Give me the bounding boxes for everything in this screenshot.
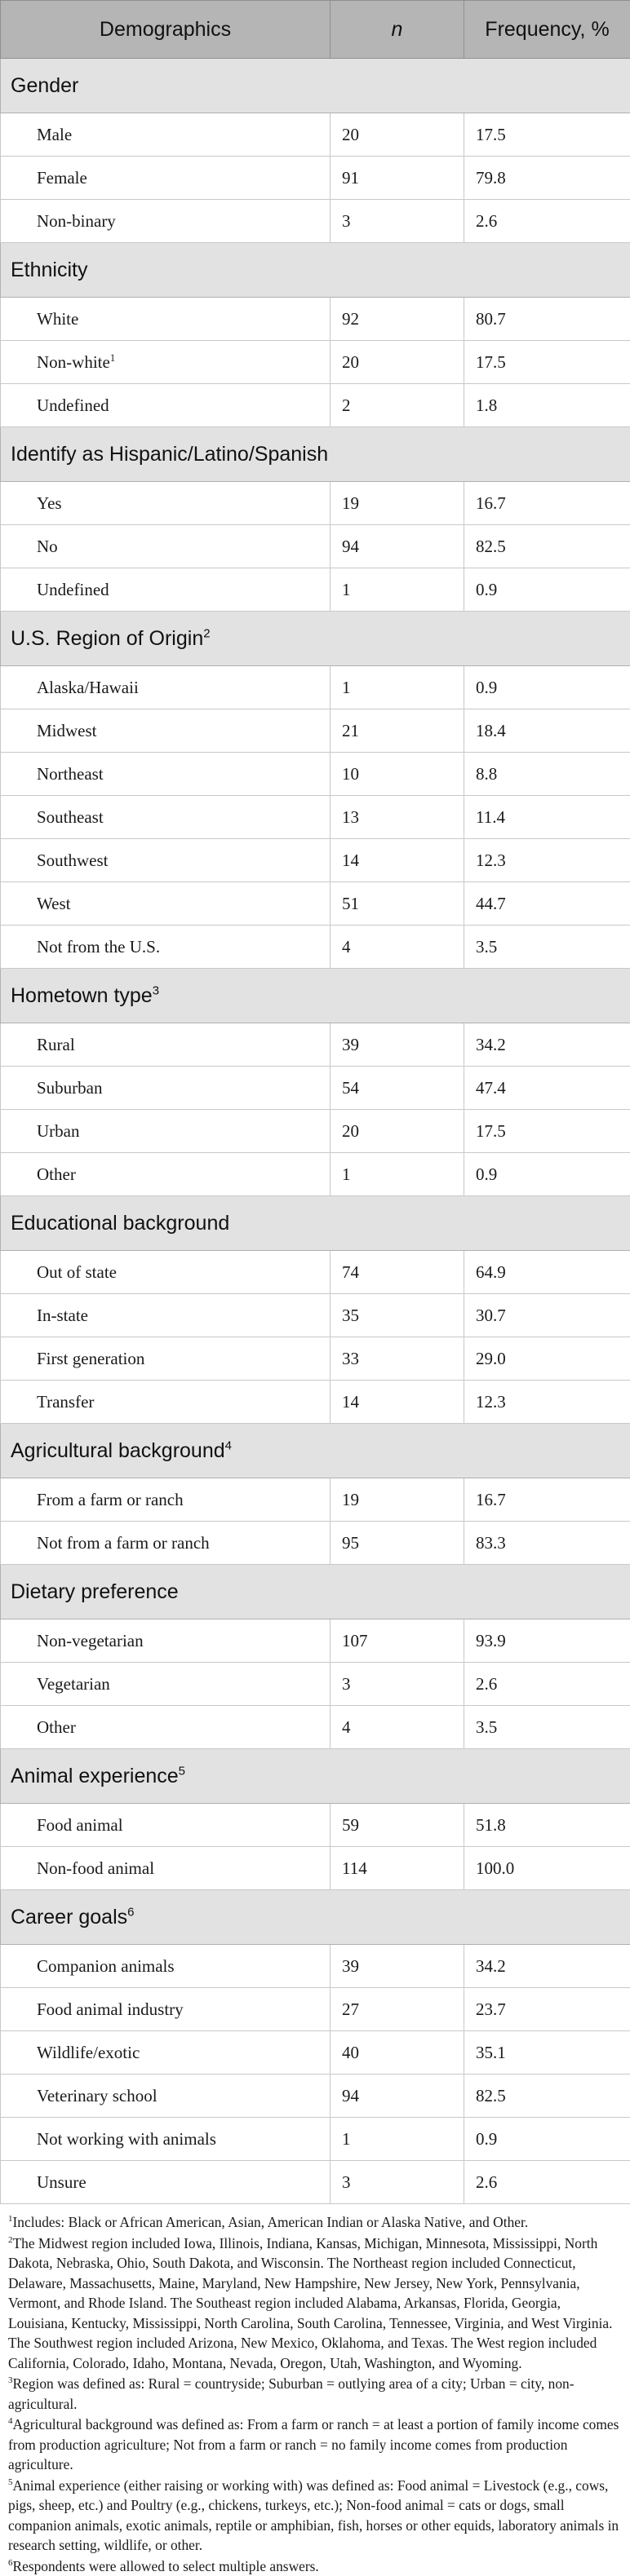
row-label-cell <box>1 200 331 243</box>
row-n: 91 <box>331 157 464 200</box>
section-title: Identify as Hispanic/Latino/Spanish <box>11 443 328 466</box>
footnote-text: Agricultural background was defined as: From a farm or ranch = at least a portion of family income comes from production agriculture; Not from a farm or ranch = no family income comes from production agriculture. <box>8 2416 619 2472</box>
row-label: First generation <box>37 1349 144 1368</box>
table-row <box>1 1337 630 1381</box>
row-label: Food animal industry <box>37 1999 184 2019</box>
row-n: 13 <box>331 796 464 839</box>
table-row <box>1 709 630 753</box>
table-row <box>1 1619 630 1663</box>
row-label-cell <box>1 157 331 200</box>
row-n: 39 <box>331 1023 464 1067</box>
footnote-marker: 1 <box>110 352 115 364</box>
row-frequency: 17.5 <box>464 113 630 157</box>
row-frequency: 17.5 <box>464 341 630 384</box>
section-title: Educational background <box>11 1212 229 1235</box>
row-frequency: 16.7 <box>464 1478 630 1522</box>
row-n: 95 <box>331 1522 464 1565</box>
table-row <box>1 882 630 926</box>
footnote-number: 3 <box>8 2375 13 2385</box>
section-row <box>1 1196 630 1251</box>
row-label: Wildlife/exotic <box>37 2043 140 2062</box>
table-row <box>1 157 630 200</box>
row-label: Not from a farm or ranch <box>37 1533 210 1553</box>
section-title-cell <box>1 1196 630 1251</box>
row-label-cell <box>1 1067 331 1110</box>
row-frequency: 0.9 <box>464 568 630 612</box>
footnotes <box>0 2204 630 2576</box>
row-label-cell <box>1 525 331 568</box>
header-demographics: Demographics <box>1 1 331 59</box>
row-label-cell <box>1 1945 331 1988</box>
footnote-marker: 2 <box>203 626 210 640</box>
row-label-cell <box>1 2161 331 2204</box>
row-label: From a farm or ranch <box>37 1490 184 1509</box>
row-frequency: 47.4 <box>464 1067 630 1110</box>
row-label-cell <box>1 1619 331 1663</box>
row-frequency: 79.8 <box>464 157 630 200</box>
row-n: 33 <box>331 1337 464 1381</box>
section-row <box>1 969 630 1023</box>
footnote-text: Region was defined as: Rural = countryside; Suburban = outlying area of a city; Urban = city, non-agricultural. <box>8 2375 575 2412</box>
section-title: Career goals <box>11 1906 127 1929</box>
row-label-cell <box>1 839 331 882</box>
row-n: 3 <box>331 200 464 243</box>
row-label: Out of state <box>37 1262 117 1282</box>
row-label: White <box>37 309 78 329</box>
row-frequency: 16.7 <box>464 482 630 525</box>
table-row <box>1 1945 630 1988</box>
table-row <box>1 796 630 839</box>
row-frequency: 0.9 <box>464 666 630 709</box>
row-label: Non-food animal <box>37 1858 154 1878</box>
footnote <box>8 2476 622 2556</box>
row-label-cell <box>1 926 331 969</box>
row-label-cell <box>1 1294 331 1337</box>
row-label-cell <box>1 1023 331 1067</box>
footnote <box>8 2212 622 2233</box>
row-n: 92 <box>331 298 464 341</box>
row-frequency: 93.9 <box>464 1619 630 1663</box>
section-title-cell <box>1 427 630 482</box>
row-frequency: 1.8 <box>464 384 630 427</box>
row-frequency: 2.6 <box>464 200 630 243</box>
footnote-marker: 3 <box>153 983 159 997</box>
footnote-marker: 5 <box>179 1764 185 1778</box>
table-header <box>1 1 630 59</box>
row-frequency: 23.7 <box>464 1988 630 2031</box>
row-label: Other <box>37 1164 76 1184</box>
row-frequency: 8.8 <box>464 753 630 796</box>
table-row <box>1 839 630 882</box>
row-n: 1 <box>331 568 464 612</box>
footnote <box>8 2556 622 2576</box>
row-n: 59 <box>331 1804 464 1847</box>
row-frequency: 100.0 <box>464 1847 630 1890</box>
section-title: Dietary preference <box>11 1580 179 1603</box>
row-frequency: 82.5 <box>464 525 630 568</box>
footnote-marker: 6 <box>127 1905 134 1919</box>
row-frequency: 35.1 <box>464 2031 630 2074</box>
table-row <box>1 1067 630 1110</box>
row-n: 35 <box>331 1294 464 1337</box>
row-n: 114 <box>331 1847 464 1890</box>
row-n: 20 <box>331 1110 464 1153</box>
table-row <box>1 113 630 157</box>
row-label: No <box>37 537 58 556</box>
footnote-marker: 4 <box>225 1438 232 1452</box>
row-label: Alaska/Hawaii <box>37 678 139 697</box>
row-label-cell <box>1 341 331 384</box>
row-n: 1 <box>331 2118 464 2161</box>
section-row <box>1 1424 630 1478</box>
table-row <box>1 1847 630 1890</box>
row-frequency: 3.5 <box>464 926 630 969</box>
footnote-text: Respondents were allowed to select multiple answers. <box>13 2558 319 2574</box>
row-n: 20 <box>331 341 464 384</box>
row-n: 74 <box>331 1251 464 1294</box>
section-row <box>1 427 630 482</box>
section-title: Hometown type <box>11 984 153 1007</box>
row-label: Not from the U.S. <box>37 937 160 957</box>
footnote-number: 2 <box>8 2235 13 2245</box>
table-row <box>1 568 630 612</box>
row-label: Southwest <box>37 851 109 870</box>
row-label: In-state <box>37 1306 88 1325</box>
header-frequency: Frequency, % <box>464 1 630 59</box>
row-label: Food animal <box>37 1815 123 1835</box>
row-label-cell <box>1 666 331 709</box>
table-row <box>1 666 630 709</box>
row-n: 14 <box>331 1381 464 1424</box>
row-frequency: 3.5 <box>464 1706 630 1749</box>
row-n: 1 <box>331 666 464 709</box>
table-row <box>1 1251 630 1294</box>
table-row <box>1 2074 630 2118</box>
row-frequency: 29.0 <box>464 1337 630 1381</box>
row-label: Vegetarian <box>37 1674 110 1694</box>
row-frequency: 83.3 <box>464 1522 630 1565</box>
section-title: U.S. Region of Origin <box>11 627 203 650</box>
row-n: 4 <box>331 1706 464 1749</box>
row-frequency: 64.9 <box>464 1251 630 1294</box>
table-row <box>1 1804 630 1847</box>
row-label: Transfer <box>37 1392 94 1412</box>
row-label-cell <box>1 1337 331 1381</box>
header-row <box>1 1 630 59</box>
row-frequency: 0.9 <box>464 1153 630 1196</box>
row-n: 20 <box>331 113 464 157</box>
row-label-cell <box>1 113 331 157</box>
section-title-cell <box>1 612 630 666</box>
table-row <box>1 2161 630 2204</box>
row-n: 4 <box>331 926 464 969</box>
table-row <box>1 482 630 525</box>
section-title-cell <box>1 59 630 113</box>
row-frequency: 30.7 <box>464 1294 630 1337</box>
row-label-cell <box>1 1663 331 1706</box>
table-row <box>1 2118 630 2161</box>
row-label: Other <box>37 1717 76 1737</box>
row-label: Unsure <box>37 2172 87 2192</box>
section-title-cell <box>1 1890 630 1945</box>
row-n: 94 <box>331 525 464 568</box>
footnote-number: 6 <box>8 2558 13 2568</box>
row-n: 51 <box>331 882 464 926</box>
table-row <box>1 926 630 969</box>
row-label-cell <box>1 1478 331 1522</box>
row-label: Suburban <box>37 1078 103 1098</box>
row-label: Companion animals <box>37 1956 175 1976</box>
table-row <box>1 1663 630 1706</box>
section-row <box>1 59 630 113</box>
table-row <box>1 200 630 243</box>
row-label-cell <box>1 1804 331 1847</box>
section-title: Agricultural background <box>11 1439 225 1462</box>
row-label: Northeast <box>37 764 104 784</box>
row-label-cell <box>1 482 331 525</box>
section-title-cell <box>1 1424 630 1478</box>
row-label-cell <box>1 753 331 796</box>
row-label: Urban <box>37 1121 79 1141</box>
table-row <box>1 1381 630 1424</box>
footnote-number: 4 <box>8 2416 13 2426</box>
row-label-cell <box>1 2118 331 2161</box>
footnote <box>8 2374 622 2414</box>
row-label-cell <box>1 384 331 427</box>
row-frequency: 80.7 <box>464 298 630 341</box>
row-label: Undefined <box>37 395 109 415</box>
table-row <box>1 1023 630 1067</box>
section-title-cell <box>1 1565 630 1619</box>
row-label: Yes <box>37 493 62 513</box>
table-row <box>1 525 630 568</box>
section-row <box>1 1565 630 1619</box>
row-label: Veterinary school <box>37 2086 158 2105</box>
row-label-cell <box>1 1381 331 1424</box>
section-title-cell <box>1 243 630 298</box>
row-label-cell <box>1 709 331 753</box>
row-label: Undefined <box>37 580 109 599</box>
table-body <box>1 59 630 2204</box>
row-label-cell <box>1 1153 331 1196</box>
row-n: 40 <box>331 2031 464 2074</box>
row-label-cell <box>1 1988 331 2031</box>
section-title: Ethnicity <box>11 258 87 281</box>
row-label-cell <box>1 882 331 926</box>
row-frequency: 2.6 <box>464 1663 630 1706</box>
table-row <box>1 384 630 427</box>
row-label: Not working with animals <box>37 2129 216 2149</box>
row-label-cell <box>1 1522 331 1565</box>
row-frequency: 34.2 <box>464 1023 630 1067</box>
table-row <box>1 1706 630 1749</box>
row-frequency: 12.3 <box>464 839 630 882</box>
table-row <box>1 1294 630 1337</box>
table-row <box>1 341 630 384</box>
row-label: Southeast <box>37 807 104 827</box>
row-label-cell <box>1 796 331 839</box>
table-row <box>1 753 630 796</box>
section-row <box>1 1890 630 1945</box>
row-n: 2 <box>331 384 464 427</box>
row-label: Male <box>37 125 72 144</box>
section-row <box>1 612 630 666</box>
row-label: Non-binary <box>37 211 116 231</box>
row-label-cell <box>1 1706 331 1749</box>
section-title: Animal experience <box>11 1765 179 1787</box>
row-label: Non-vegetarian <box>37 1631 144 1650</box>
footnote-text: The Midwest region included Iowa, Illinois, Indiana, Kansas, Michigan, Minnesota, Mississippi, North Dakota, Nebraska, Ohio, South Dakota, and Wisconsin. The Northeast region included Connecticut, Delaware, Massachusetts, Maine, Maryland, New Hampshire, New Jersey, New York, Pennsylvania, Vermont, and Rhode Island. The Southeast region included Alabama, Arkansas, Florida, Georgia, Louisiana, Kentucky, Mississippi, North Carolina, South Carolina, Tennessee, Virginia, and West Virginia. The Southwest region included Arizona, New Mexico, Oklahoma, and Texas. The West region included California, Colorado, Idaho, Montana, Nevada, Oregon, Utah, Washington, and Wyoming. <box>8 2235 612 2371</box>
row-n: 39 <box>331 1945 464 1988</box>
row-n: 94 <box>331 2074 464 2118</box>
row-frequency: 17.5 <box>464 1110 630 1153</box>
row-label-cell <box>1 298 331 341</box>
row-n: 10 <box>331 753 464 796</box>
table-row <box>1 1988 630 2031</box>
row-frequency: 2.6 <box>464 2161 630 2204</box>
row-label-cell <box>1 568 331 612</box>
section-row <box>1 243 630 298</box>
row-n: 107 <box>331 1619 464 1663</box>
row-n: 3 <box>331 1663 464 1706</box>
footnote <box>8 2415 622 2475</box>
row-n: 54 <box>331 1067 464 1110</box>
footnote-text: Animal experience (either raising or working with) was defined as: Food animal = Livestock (e.g., cows, pigs, sheep, etc.) and Poultry (e.g., chickens, turkeys, etc.); Non-food animal = cats or dogs, small companion animals, exotic animals, reptile or amphibian, fish, horses or other equids, laboratory animals in research setting, wildlife, or other. <box>8 2477 619 2554</box>
row-label-cell <box>1 1847 331 1890</box>
section-title-cell <box>1 1749 630 1804</box>
row-label-cell <box>1 2074 331 2118</box>
row-label: West <box>37 894 70 913</box>
row-label: Non-white <box>37 352 110 372</box>
row-frequency: 11.4 <box>464 796 630 839</box>
row-label: Rural <box>37 1035 75 1054</box>
table-row <box>1 1478 630 1522</box>
row-label: Midwest <box>37 721 97 740</box>
header-n: n <box>331 1 464 59</box>
footnote <box>8 2234 622 2374</box>
row-frequency: 12.3 <box>464 1381 630 1424</box>
footnote-number: 1 <box>8 2214 13 2224</box>
section-title-cell <box>1 969 630 1023</box>
footnote-number: 5 <box>8 2477 13 2487</box>
section-row <box>1 1749 630 1804</box>
table-row <box>1 1110 630 1153</box>
row-n: 14 <box>331 839 464 882</box>
row-frequency: 0.9 <box>464 2118 630 2161</box>
table-row <box>1 298 630 341</box>
row-n: 19 <box>331 482 464 525</box>
row-label: Female <box>37 168 87 188</box>
table-row <box>1 2031 630 2074</box>
row-frequency: 34.2 <box>464 1945 630 1988</box>
row-n: 3 <box>331 2161 464 2204</box>
row-frequency: 44.7 <box>464 882 630 926</box>
table-row <box>1 1153 630 1196</box>
row-label-cell <box>1 1251 331 1294</box>
table-row <box>1 1522 630 1565</box>
row-n: 27 <box>331 1988 464 2031</box>
row-frequency: 51.8 <box>464 1804 630 1847</box>
row-frequency: 18.4 <box>464 709 630 753</box>
row-label-cell <box>1 1110 331 1153</box>
row-frequency: 82.5 <box>464 2074 630 2118</box>
row-n: 19 <box>331 1478 464 1522</box>
footnote-text: Includes: Black or African American, Asian, American Indian or Alaska Native, and Other. <box>13 2214 529 2230</box>
row-label-cell <box>1 2031 331 2074</box>
section-title: Gender <box>11 74 78 97</box>
row-n: 21 <box>331 709 464 753</box>
row-n: 1 <box>331 1153 464 1196</box>
